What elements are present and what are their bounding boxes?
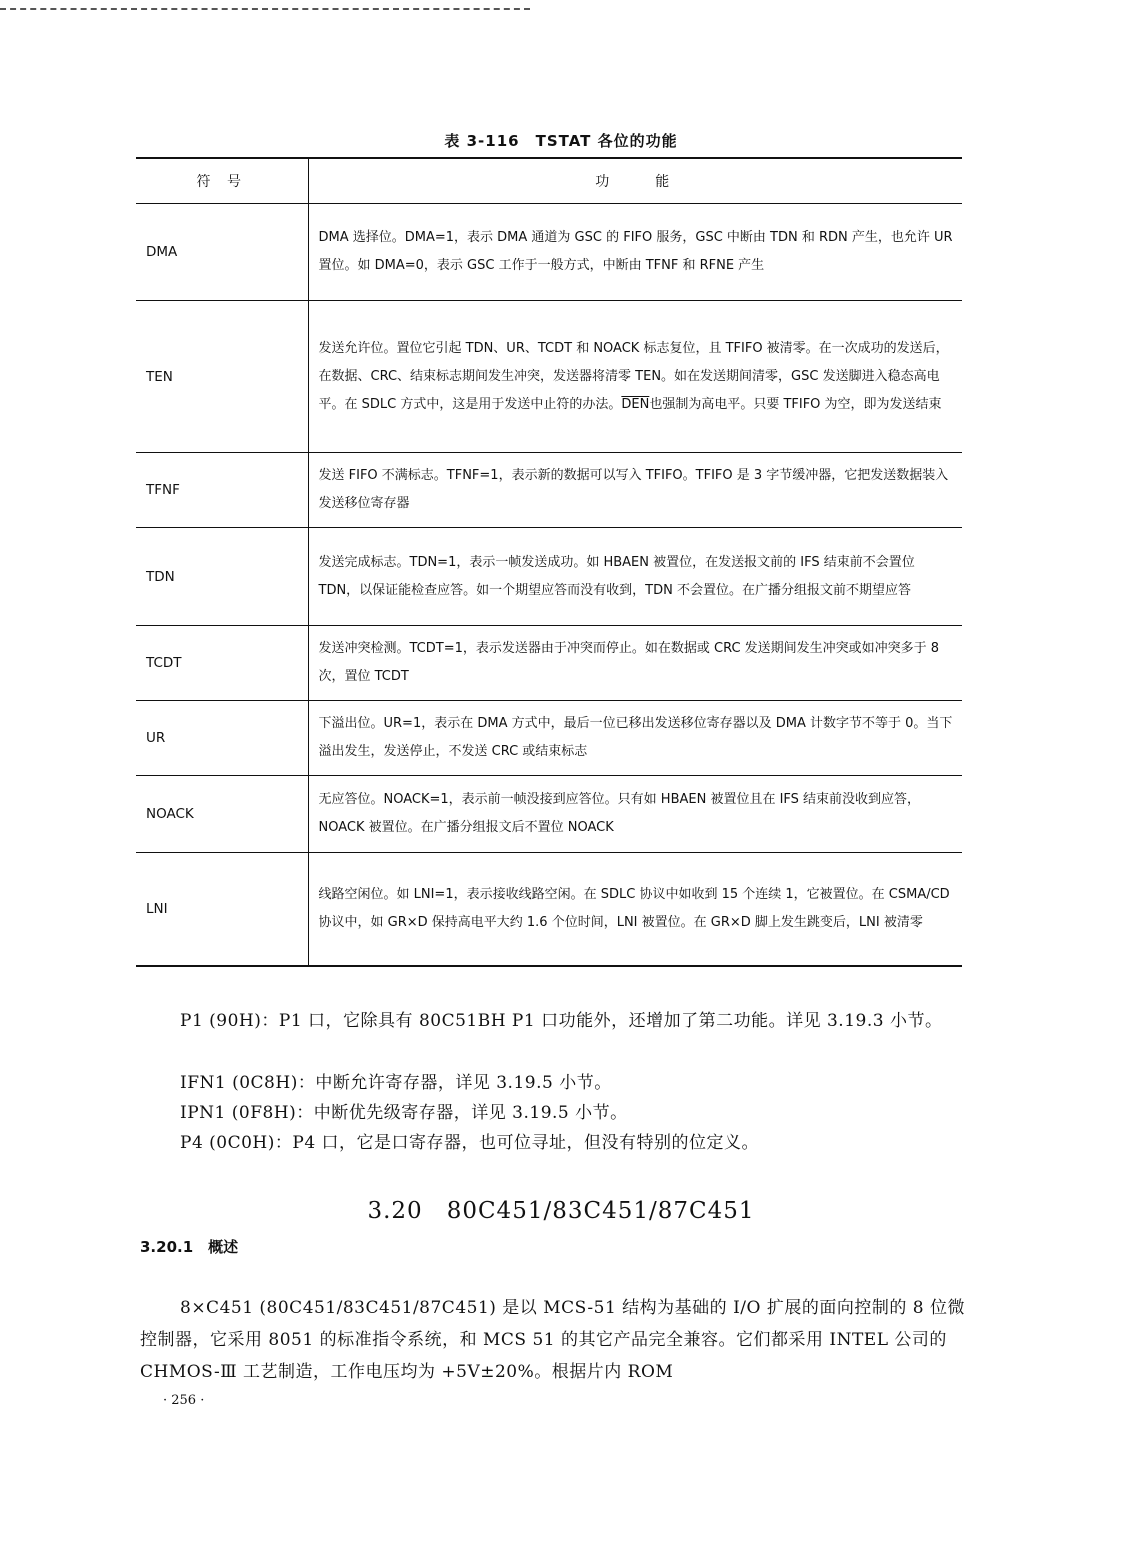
ifn1-register-paragraph: IFN1 (0C8H)：中断允许寄存器，详见 3.19.5 小节。 xyxy=(180,1073,612,1093)
subsection-heading: 3.20.1 概述 xyxy=(140,1238,239,1256)
den-overbar-signal: $\overline{DEN}$ xyxy=(621,396,650,412)
scan-dashed-rule xyxy=(0,8,530,10)
table-caption: 表 3-116 TSTAT 各位的功能 xyxy=(444,132,678,150)
header-function: 功 能 xyxy=(308,158,962,204)
row-function: 发送冲突检测。TCDT=1，表示发送器由于冲突而停止。如在数据或 CRC 发送期间发生冲突或如冲突多于 8 次，置位 TCDT xyxy=(308,626,962,701)
row-function: DMA 选择位。DMA=1，表示 DMA 通道为 GSC 的 FIFO 服务，GSC 中断由 TDN 和 RDN 产生，也允许 UR 置位。如 DMA=0，表示 GSC 工作于一般方式，中断由 TFNF 和 RFNE 产生 xyxy=(308,204,962,301)
p1-register-paragraph: P1 (90H)：P1 口，它除具有 80C51BH P1 口功能外，还增加了第二功能。详见 3.19.3 小节。 xyxy=(180,1011,943,1031)
row-symbol: NOACK xyxy=(136,776,308,853)
table-row xyxy=(136,776,962,853)
row-symbol: DMA xyxy=(136,204,308,301)
table-row xyxy=(136,853,962,966)
tstat-bits-table xyxy=(136,157,962,967)
table-header-row xyxy=(136,158,962,204)
page-number: · 256 · xyxy=(163,1393,205,1408)
section-title: 3.20 80C451/83C451/87C451 xyxy=(367,1198,755,1224)
table-row xyxy=(136,301,962,453)
p4-register-paragraph: P4 (0C0H)：P4 口，它是口寄存器，也可位寻址，但没有特别的位定义。 xyxy=(180,1133,760,1153)
table-row xyxy=(136,204,962,301)
header-symbol: 符 号 xyxy=(136,158,308,204)
row-function-text: 也强制为高电平。只要 TFIFO 为空，即为发送结束 xyxy=(649,396,942,412)
table-row xyxy=(136,453,962,528)
row-function: 无应答位。NOACK=1，表示前一帧没接到应答位。只有如 HBAEN 被置位且在 IFS 结束前没收到应答，NOACK 被置位。在广播分组报文后不置位 NOACK xyxy=(308,776,962,853)
row-function: 发送完成标志。TDN=1，表示一帧发送成功。如 HBAEN 被置位，在发送报文前的 IFS 结束前不会置位 TDN，以保证能检查应答。如一个期望应答而没有收到，TDN 不会置位。在广播分组报文前不期望应答 xyxy=(308,528,962,626)
row-symbol: LNI xyxy=(136,853,308,966)
table-row xyxy=(136,701,962,776)
intro-paragraph: 8×C451 (80C451/83C451/87C451) 是以 MCS-51 结构为基础的 I/O 扩展的面向控制的 8 位微控制器，它采用 8051 的标准指令系统，和 MCS 51 的其它产品完全兼容。它们都采用 INTEL 公司的 CHMOS-Ⅲ 工艺制造，工作电压均为 +5V±20%。根据片内 ROM xyxy=(140,1298,965,1382)
row-function xyxy=(308,301,962,453)
row-function-text: 发送允许位。置位它引起 TDN、UR、TCDT 和 NOACK 标志复位，且 TFIFO 被清零。在一次成功的发送后，在数据、CRC、结束标志期间发生冲突，发送器将清零 TEN。如在发送期间清零，GSC 发送脚进入稳态高电平。在 SDLC 方式中，这是用于发送中止符的办法。 xyxy=(318,340,949,412)
row-function: 下溢出位。UR=1，表示在 DMA 方式中，最后一位已移出发送移位寄存器以及 DMA 计数字节不等于 0。当下溢出发生，发送停止，不发送 CRC 或结束标志 xyxy=(308,701,962,776)
row-function: 线路空闲位。如 LNI=1，表示接收线路空闲。在 SDLC 协议中如收到 15 个连续 1，它被置位。在 CSMA/CD 协议中，如 GR×D 保持高电平大约 1.6 个位时间，LNI 被置位。在 GR×D 脚上发生跳变后，LNI 被清零 xyxy=(318,886,950,930)
row-function: 发送 FIFO 不满标志。TFNF=1，表示新的数据可以写入 TFIFO。TFIFO 是 3 字节缓冲器，它把发送数据装入发送移位寄存器 xyxy=(308,453,962,528)
row-symbol: TFNF xyxy=(136,453,308,528)
table-row xyxy=(136,528,962,626)
ipn1-register-paragraph: IPN1 (0F8H)：中断优先级寄存器，详见 3.19.5 小节。 xyxy=(180,1103,628,1123)
row-symbol: TCDT xyxy=(136,626,308,701)
row-symbol: UR xyxy=(136,701,308,776)
table-row xyxy=(136,626,962,701)
row-symbol: TDN xyxy=(136,528,308,626)
row-symbol: TEN xyxy=(136,301,308,453)
